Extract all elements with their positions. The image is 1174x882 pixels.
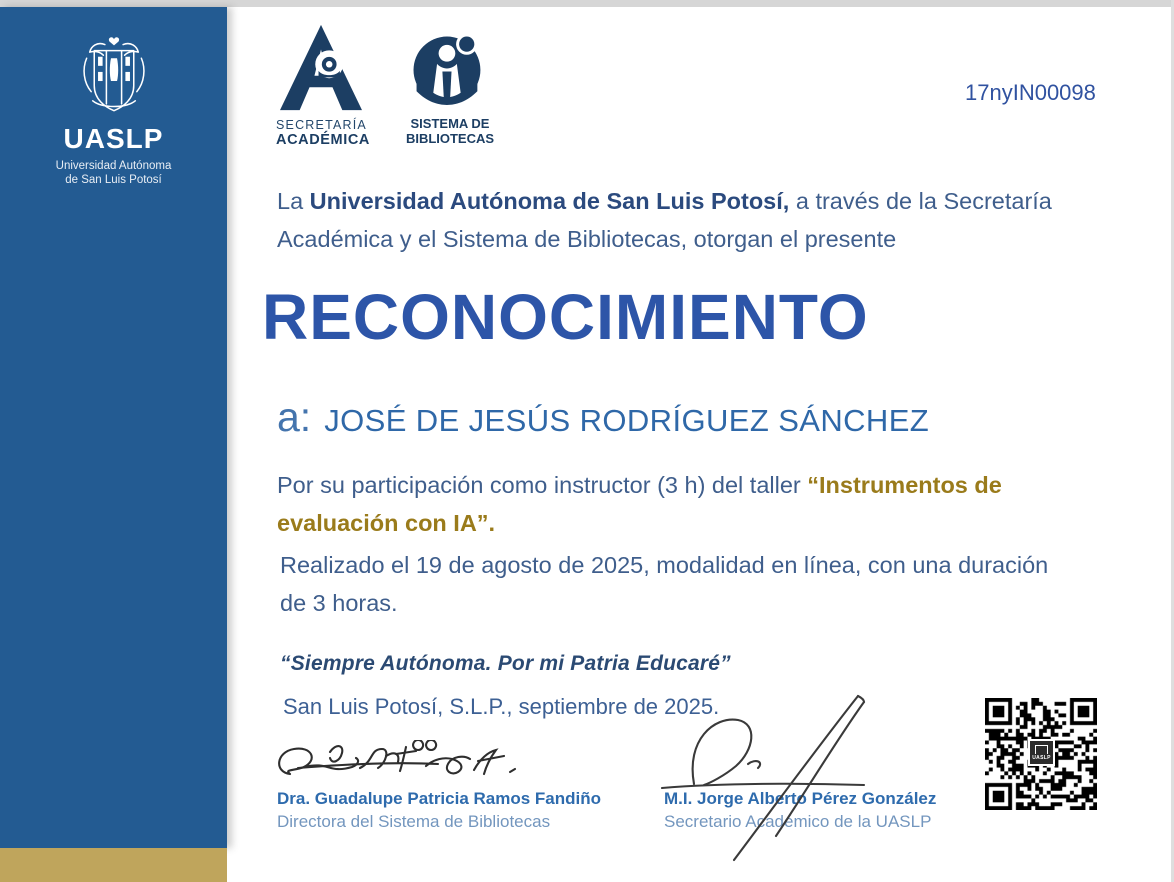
gold-band [0,848,227,882]
details-paragraph [280,546,1090,622]
sistema-bibliotecas-icon [412,24,488,116]
page-top-edge [0,0,1174,7]
recipient-name: JOSÉ DE JESÚS RODRÍGUEZ SÁNCHEZ [324,403,930,438]
folio-code: 17nyIN00098 [965,80,1096,105]
bibliotecas-label-line2: BIBLIOTECAS [405,131,495,146]
sistema-bibliotecas-logo [404,24,496,146]
secretaria-academica-a-icon [280,24,362,116]
intro-paragraph [277,182,1077,258]
intro-university-bold: Universidad Autónoma de San Luis Potosí, [309,188,790,214]
certificate-title: RECONOCIMIENTO [262,281,869,353]
sidebar-institution-line2: de San Luis Potosí [65,174,162,186]
right-signatory-title: Secretario Académico de la UASLP [664,812,932,831]
left-signatory-title: Directora del Sistema de Bibliotecas [277,812,551,831]
workshop-name-part2: evaluación con IA”. [277,510,496,536]
participation-paragraph [277,466,1087,542]
details-line2: de 3 horas. [280,590,398,616]
details-line1: Realizado el 19 de agosto de 2025, modalidad en línea, con una duración [280,552,1049,578]
recipient-row [277,394,929,441]
intro-prefix: La [277,188,310,214]
intro-rest: a través de la Secretaría [789,188,1052,214]
university-motto: “Siempre Autónoma. Por mi Patria Educaré” [280,652,731,675]
place-date: San Luis Potosí, S.L.P., septiembre de 2025. [283,694,720,719]
sidebar-band [0,7,227,848]
uaslp-crest-icon [76,35,152,121]
sidebar-institution-name [0,159,227,187]
right-signatory-name: M.I. Jorge Alberto Pérez González [664,789,937,808]
qr-center-label: UASLP [1032,754,1051,761]
secretaria-label-line2: ACADÉMICA [276,132,371,148]
qr-center-logo [1028,739,1055,766]
left-signatory-name: Dra. Guadalupe Patricia Ramos Fandiño [277,789,602,808]
secretaria-label-line1: SECRETARÍA [276,118,367,132]
sidebar-institution-line1: Universidad Autónoma [55,160,172,172]
qr-code [985,698,1097,810]
qr-center-building-icon [1035,745,1048,754]
sidebar-acronym: UASLP [63,123,164,154]
intro-line2: Académica y el Sistema de Bibliotecas, otorgan el presente [277,226,897,252]
recipient-prefix: a: [277,394,312,440]
secretaria-academica-logo [276,24,371,148]
bibliotecas-label-line1: SISTEMA DE [410,116,490,131]
participation-text: Por su participación como instructor (3 h) del taller [277,472,808,498]
workshop-name-part1: “Instrumentos de [807,472,1002,498]
left-signature-icon [268,740,526,794]
